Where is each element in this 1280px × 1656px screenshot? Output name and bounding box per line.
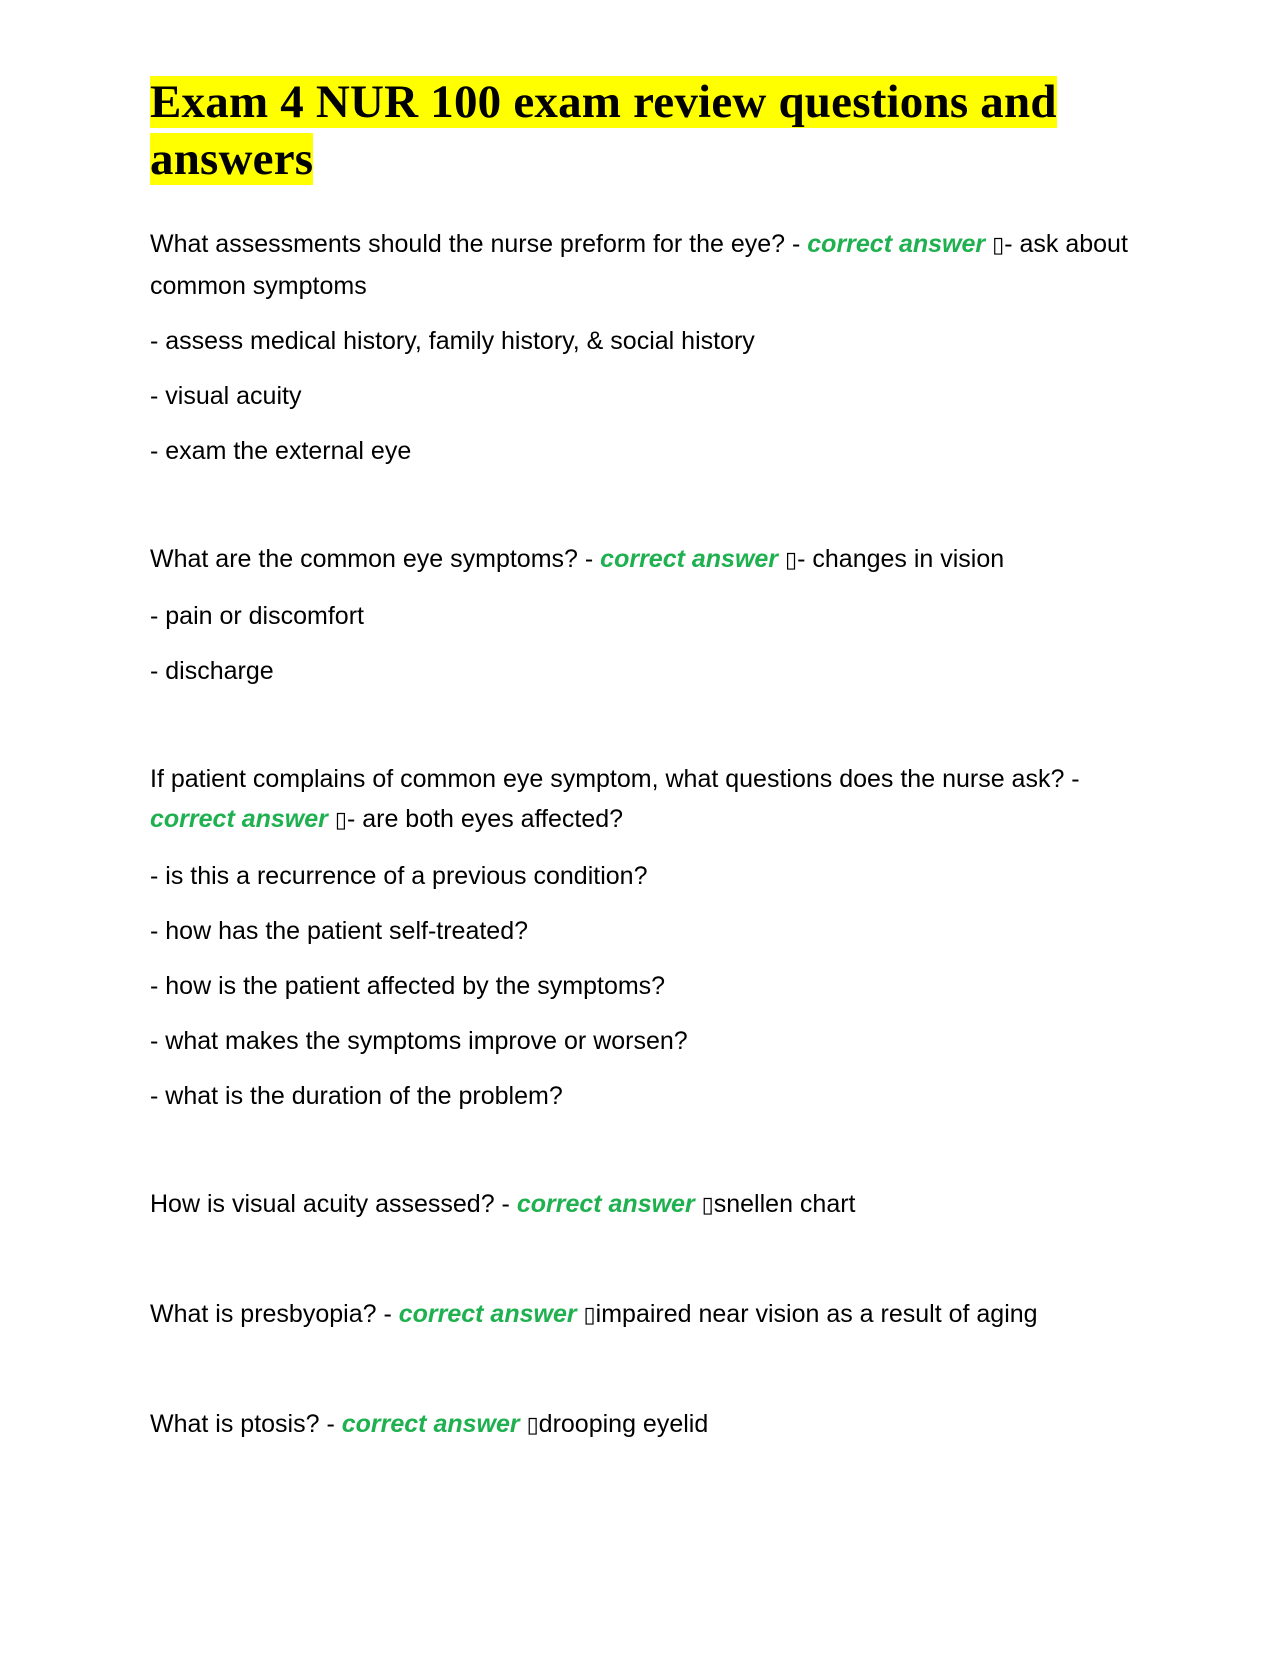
section-spacer	[150, 486, 1130, 539]
missing-glyph-icon: ▯	[334, 808, 347, 833]
correct-answer-label: correct answer	[150, 805, 328, 833]
answer-text: - changes in vision	[797, 545, 1005, 573]
answer-item: - visual acuity	[150, 382, 302, 410]
qa-item	[150, 1294, 1130, 1336]
answer-item: - how is the patient affected by the symptoms?	[150, 972, 666, 1000]
qa-item	[150, 1404, 1130, 1446]
question-text: If patient complains of common eye symptom, what questions does the nurse ask? -	[150, 765, 1080, 793]
answer-item: - how has the patient self-treated?	[150, 917, 529, 945]
document-title	[150, 74, 1130, 188]
answer-item: - exam the external eye	[150, 437, 412, 465]
missing-glyph-icon: ▯	[583, 1303, 596, 1328]
section-spacer	[150, 1241, 1130, 1294]
correct-answer-label: correct answer	[516, 1190, 695, 1218]
document-page	[150, 74, 1130, 1461]
title-highlight: Exam 4 NUR 100 exam review questions and answers	[150, 76, 1057, 185]
correct-answer-label: correct answer	[600, 545, 779, 573]
qa-item	[150, 539, 1130, 691]
question-text: What is presbyopia? -	[150, 1300, 399, 1328]
missing-glyph-icon: ▯	[785, 548, 798, 573]
question-text: What assessments should the nurse preform for the eye? -	[150, 230, 808, 258]
answer-item: - is this a recurrence of a previous condition?	[150, 862, 648, 890]
answer-text: snellen chart	[713, 1190, 856, 1218]
correct-answer-label: correct answer	[398, 1300, 577, 1328]
section-spacer	[150, 706, 1130, 759]
answer-text: - are both eyes affected?	[346, 805, 624, 833]
missing-glyph-icon: ▯	[526, 1413, 539, 1438]
qa-item	[150, 759, 1130, 1116]
question-line	[150, 759, 1130, 841]
qa-item	[150, 224, 1130, 471]
question-line	[150, 1184, 1130, 1226]
qa-item	[150, 1184, 1130, 1226]
question-text: How is visual acuity assessed? -	[150, 1190, 517, 1218]
missing-glyph-icon: ▯	[701, 1193, 714, 1218]
answer-text: impaired near vision as a result of aging	[595, 1300, 1038, 1328]
answer-item: - discharge	[150, 657, 274, 685]
answer-item: - what makes the symptoms improve or worsen?	[150, 1027, 688, 1055]
question-line	[150, 1294, 1130, 1336]
answer-text: drooping eyelid	[538, 1410, 709, 1438]
question-text: What is ptosis? -	[150, 1410, 342, 1438]
question-text: What are the common eye symptoms? -	[150, 545, 601, 573]
answer-item: - pain or discomfort	[150, 602, 364, 630]
question-line	[150, 224, 1130, 306]
answer-item: - what is the duration of the problem?	[150, 1082, 563, 1110]
correct-answer-label: correct answer	[341, 1410, 520, 1438]
question-line	[150, 539, 1130, 581]
correct-answer-label: correct answer	[807, 230, 986, 258]
section-spacer	[150, 1351, 1130, 1404]
qa-list	[150, 224, 1130, 1446]
answer-text: - ask about common symptoms	[150, 230, 1128, 300]
question-line	[150, 1404, 1130, 1446]
missing-glyph-icon: ▯	[992, 233, 1005, 258]
section-spacer	[150, 1131, 1130, 1184]
answer-item: - assess medical history, family history, & social history	[150, 327, 755, 355]
